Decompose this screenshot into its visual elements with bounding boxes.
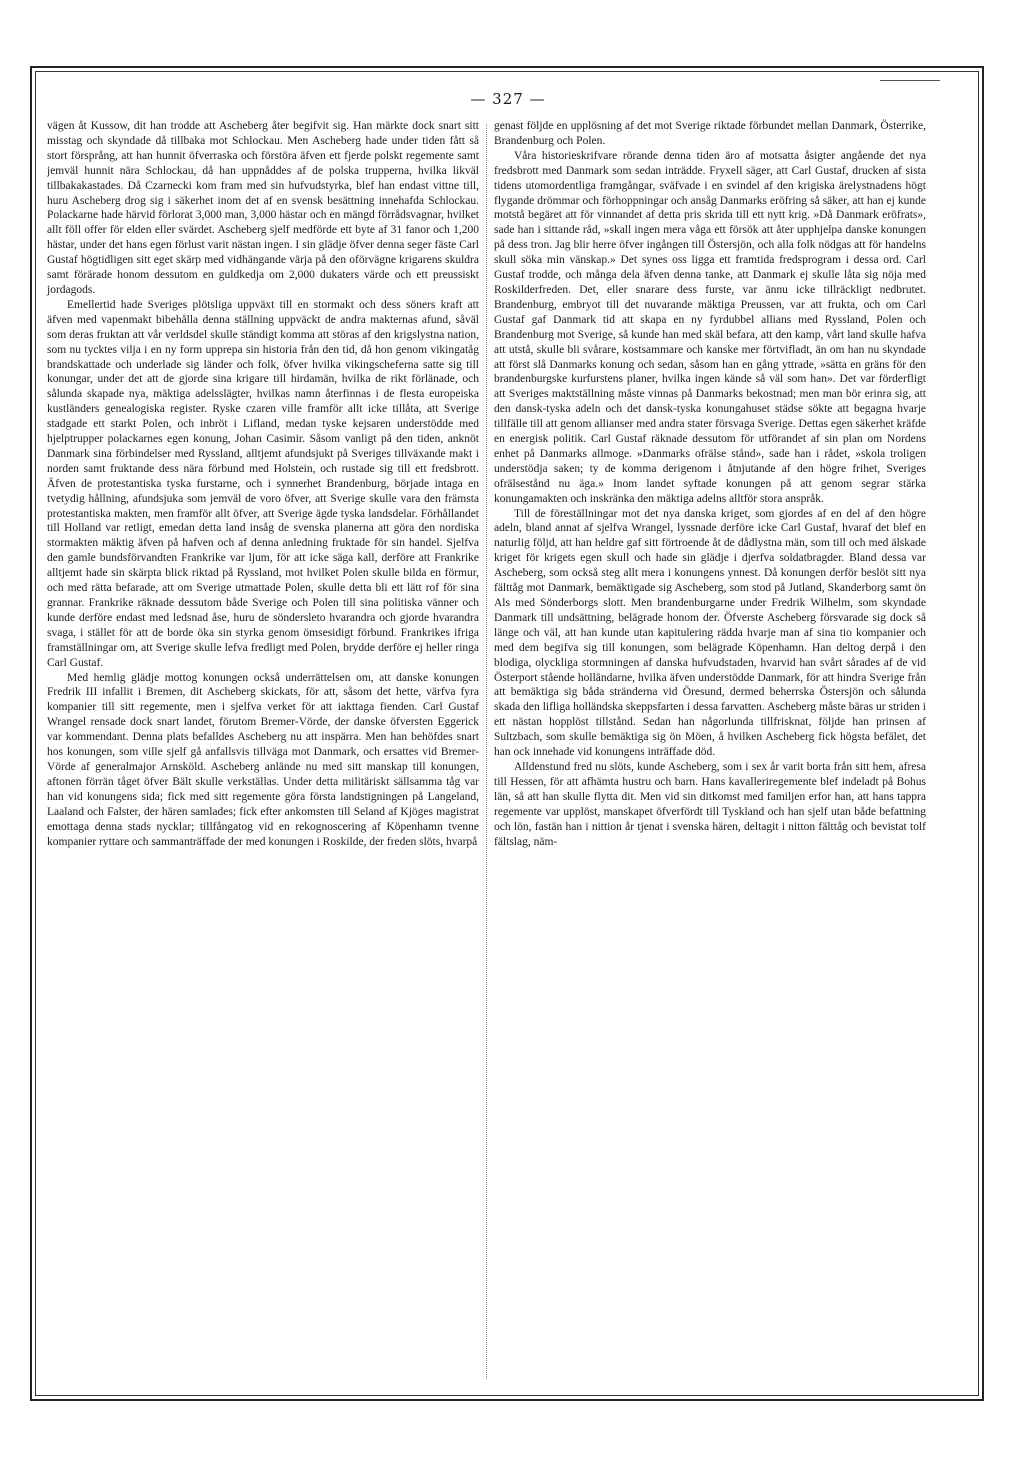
paragraph: Våra historieskrifvare rörande denna tiden äro af motsatta åsigter angående det nya fredsbrott med Danmark som sedan inträdde. Fryxell säger, att Carl Gustaf, drucken af sista tidens utomordentliga framgångar, sväfvade i en svindel af den krigiska ärelystnadens högt flygande drömmar och förhoppningar och ansåg Danmarks eröfring så säker, att han ej kunde motstå begäret att för vinnandet af detta pris skrida till ett nytt krig. »Då Danmark eröfrats», sade han i sittande råd, »skall ingen mera våga ett försök att åter upphjelpa danske konungen på dess tron. Jag blir herre öfver ingången till Östersjön, och alla folk nödgas att för handelns skull söka min vänskap.» Det synes oss ligga ett framtida fredsprogram i dessa ord. Carl Gustaf trodde, och många dela äfven denna tanke, att Danmark ej skulle låta sig nöja med Roskilderfreden. Det, eller snarare dess furste, var ännu icke tillräckligt nedbrutet. Brandenburg, embryot till det nuvarande mäktiga Preussen, var att frukta, och om Carl Gustaf gaf Danmark tid att skapa en ny fyrdubbel allians med Ryssland, Polen och Brandenburg mot Sverige, så kunde han med skäl befara, att den kamp, vårt land skulle hafva att utstå, skulle bli svårare, kostsammare och kanske mer förtvifladt, än om han nu skyndade att först slå Danmarks konung och sedan, såsom han en gång yttrade, »sätta en gräns för den brandenburgske kurfurstens planer, hvilka ingen kände så väl som han». Det var förderfligt att Sveriges maktställning måste vinnas på Danmarks bekostnad; men man bör erinra sig, att den dansk-tyska adeln och det dansk-tyska konungahuset städse sökte att begagna hvarje tillfälle till att genom allianser med andra stater försvaga Sverige. Dettas egen säkerhet kräfde en energisk politik. Carl Gustaf räknade dessutom för utförandet af sin plan om Nordens enhet på Danmarks allmoge. »Danmarks ofrälse stånd», sade han i rådet, »skola troligen understödja saken; ty de komma derigenom i åtnjutande af den högre frihet, Sveriges ofrälsestånd nu äga.» Inom landet syftade konungen på att genom segrar stärka konungamakten och inskränka den mäktiga adelns alltför stora anspråk. (494, 149, 926, 505)
page-number: — 327 — (470, 90, 546, 108)
paragraph: Emellertid hade Sveriges plötsliga uppväxt till en stormakt och dess söners kraft att äfven med vapenmakt bibehålla denna ställning uppväckt de andra makternas afund, såväl som deras fruktan att vår verldsdel skulle ständigt komma att störas af den krigslystna nation, som nu tycktes vilja i en ny form upprepa sin historia från den tid, då hon genom vikingatåg brandskattade och underlade sig länder och folk, öfver hvilka vikingscheferna satte sig till konungar, under det att de gjorde sina krigare till hirdamän, hvilka de rikt förlänade, och sålunda skapade nya, mäktiga adelsslägter, hvilkas namn återfinnas i de flesta europeiska kustländers genealogiska register. Ryske czaren ville framför allt icke tillåta, att Sverige stadgade ett starkt Polen, och inbröt i Lifland, medan tyske kejsaren understödde med hjelptrupper polackarnes egen konung, Johan Casimir. Såsom vanligt på den tiden, anknöt Danmark sina förbindelser med Ryssland, alltjemt afundsjukt på Sveriges tillväxande makt i norden samt fruktande dess nära förbund med Holstein, och rustade sig till ett fredsbrott. Äfven de protestantiska tyska furstarne, och i synnerhet Brandenburg, började intaga en tvetydig hållning, afundsjuka som jemväl de voro öfver, att Sverige skulle vara den främsta protestantiska makten, men framför allt öfver, att Sverige ägde tyska landsdelar. Förhållandet till Holland var retligt, emedan detta land insåg de svenska planerna att göra den nordiska stormakten mäktig äfven på hafven och af denna anledning fruktade för sin handel. Sjelfva den gamle bundsförvandten Frankrike var ljum, för att icke säga kall, derföre att Frankrike alltjemt hade sin skärpta blick riktad på Ryssland, mot hvilket Polen skulle bilda en förmur, och med rätta befarade, att om Sverige utmattade Polen, skulle detta bli ett lätt rof för sina grannar. Frankrike räknade dessutom både Sverige och Polen till sina politiska vänner och kunde derföre endast med ledsnad åse, huru de söndersleto hvarandra och gjorde hvarandra svaga, i stället för att de borde öka sin styrka genom ömsesidigt förbund. Frankrikes ifriga framställningar om, att Sverige skulle lefva fredligt med Polen, brydde derföre ej heller ringa Carl Gustaf. (47, 298, 479, 669)
column-divider (486, 124, 487, 1379)
paragraph: Alldenstund fred nu slöts, kunde Ascheberg, som i sex år varit borta från sitt hem, afresa till Hessen, för att afhämta hustru och barn. Hans kavalleriregemente blef indeladt på Bohus län, så att han skulle flytta dit. Men vid sin ditkomst med familjen erfor han, att hans tappra regemente var upplöst, manskapet öfverfördt till Tyskland och han sjelf utan både befattning och lön, fastän han i nittion år tjenat i svenska hären, deltagit i nitton fälttåg och bevistat tolf fältslag, näm- (494, 760, 926, 848)
paragraph: Till de föreställningar mot det nya danska kriget, som gjordes af en del af den högre adeln, bland annat af sjelfva Wrangel, lyssnade derföre icke Carl Gustaf, hvaraf det blef en naturlig följd, att han heldre gaf sitt förtroende åt de dådlystna män, som till och med älskade kriget för krigets egen skull och hade sin glädje i djerfva soldatbragder. Bland dessa var Ascheberg, som också steg allt mera i konungens ynnest. Då konungen derför beslöt sitt nya fälttåg mot Danmark, bemäktigade sig Ascheberg, som stod på Jutland, Skanderborg samt ön Als med Sönderborgs slott. Men brandenburgarne under Fredrik Wilhelm, som skyndade Danmark till undsättning, belägrade honom der. Öfverste Ascheberg försvarade sig dock så länge och väl, att han kunde utan kapitulering rädda hvarje man af sina tio kompanier och med dem begifva sig till konungen, som belägrade Köpenhamn. Han deltog derpå i den blodiga, olyckliga stormningen af danska hufvudstaden, hvarvid han svårt sårades af de vid Österport stående holländarne, hvilka äfven understödde Danmark, för att hindra Sverige från att bemäktiga sig båda stränderna vid Öresund, dermed beherrska Östersjön och sålunda skada den lifliga holländska skeppsfarten i dessa farvatten. Ascheberg måste bäras ur striden i ett nästan hopplöst tillstånd. Sedan han någorlunda tillfrisknat, följde han prinsen af Sultzbach, som skulle bemäktiga sig ön Möen, å hvilken Ascheberg fick högsta befälet, det han ock innehade vid konungens inträffade död. (494, 507, 926, 759)
paragraph: vägen åt Kussow, dit han trodde att Ascheberg åter begifvit sig. Han märkte dock snart sitt misstag och skyndade då tillbaka mot Schlockau. Men Ascheberg hade under tiden fått så stort försprång, att han hunnit öfverraska och förstöra äfven ett fjerde polskt regemente samt jemväl hunnit nära Schlockau, då han uppnåddes af de polska trupperna, hvilka likväl tillbakakastades. Då Czarnecki kom fram med sin hufvudstyrka, blef han endast vittne till, huru Ascheberg drog sig i säkerhet inom det af en svensk besättning innehafda Schlockau. Polackarne hade härvid förlorat 3,000 man, 3,000 hästar och en mängd förrådsvagnar, hvilket allt föll offer för elden eller svärdet. Ascheberg sjelf medförde ett byte af 31 fanor och 1,200 hästar, under det hans egen förlust varit nästan ingen. I sin glädje öfver denna seger fäste Carl Gustaf högtidligen sitt eget skärp med vidhängande värja på den oförvägne krigarens skuldra samt förärade honom dessutom en guldkedja om 2,000 dukaters värde och ett preussiskt jordagods. (47, 120, 479, 296)
paragraph: Med hemlig glädje mottog konungen också underrättelsen om, att danske konungen Fredrik III infallit i Bremen, dit Ascheberg skickats, för att, såsom det hette, värfva fyra kompanier till sitt regemente, men i sjelfva verket för att iakttaga fienden. Carl Gustaf Wrangel rensade dock snart landet, förutom Bremer-Vörde, der danske öfversten Eggerick var kommendant. Denna plats befalldes Ascheberg nu att inspärra. Men han behöfdes snart hos konungen, som ville sjelf gå anfallsvis tillväga mot Danmark, och ersattes vid Bremer-Vörde af generalmajor Arnsköld. Ascheberg anlände nu med sitt manskap till konungen, aftonen förrän tåget öfver Bält skulle verkställas. Under detta militäriskt sällsamma tåg var han vid konungens sida; fick med sitt regemente göra första landstigningen på Langeland, Laaland och Falster, der hären samlades; fick efter ankomsten till Seland af Kjöges magistrat emottaga denna stads nycklar; tillfångatog vid en rekognoscering af Köpenhamn tvenne kompanier ryttare och sammanträffade der med konungen i Roskilde, der freden slöts, hvarpå (47, 671, 479, 848)
paragraph: genast följde en upplösning af det mot Sverige riktade förbundet mellan Danmark, Österrike, Brandenburg och Polen. (494, 120, 926, 147)
right-column (494, 119, 926, 849)
left-column (47, 119, 479, 849)
top-rule-mark (880, 80, 940, 81)
